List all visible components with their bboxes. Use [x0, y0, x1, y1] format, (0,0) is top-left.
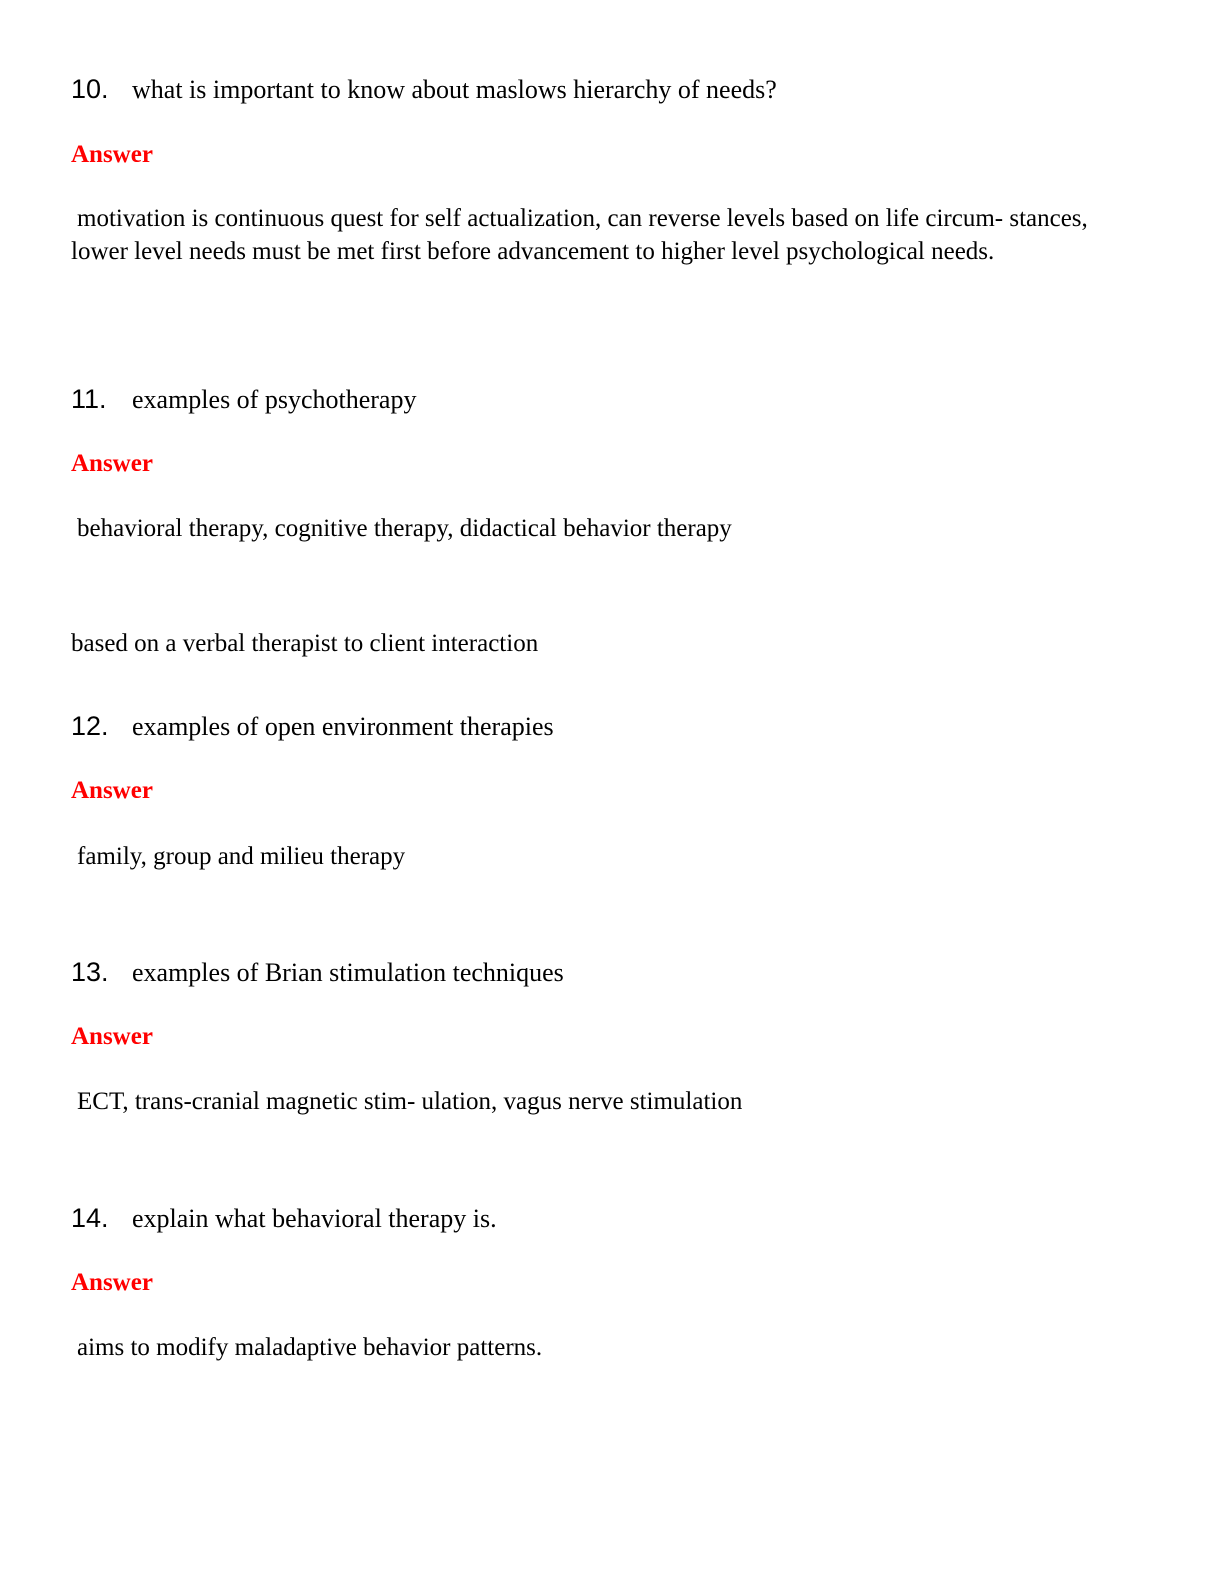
answer-body: family, group and milieu therapy	[77, 843, 406, 870]
question-text: examples of psychotherapy	[132, 385, 417, 414]
question-14	[71, 1203, 497, 1234]
question-text: examples of open environment therapies	[132, 712, 554, 741]
answer-text	[71, 840, 1131, 873]
question-12	[71, 711, 554, 742]
answer-body: behavioral therapy, cognitive therapy, didactical behavior therapy	[77, 515, 732, 542]
question-text: examples of Brian stimulation techniques	[132, 958, 564, 987]
question-11	[71, 384, 416, 415]
question-text: explain what behavioral therapy is.	[132, 1204, 497, 1233]
question-text: what is important to know about maslows hierarchy of needs?	[132, 75, 777, 104]
answer-text	[71, 1331, 1131, 1364]
question-13	[71, 957, 564, 988]
question-10	[71, 74, 777, 105]
question-number: 14.	[71, 1203, 109, 1233]
question-number: 10.	[71, 74, 109, 104]
answer-text	[71, 512, 1131, 545]
question-number: 12.	[71, 711, 109, 741]
answer-body: ECT, trans-cranial magnetic stim- ulation, vagus nerve stimulation	[77, 1088, 743, 1115]
answer-body: aims to modify maladaptive behavior patterns.	[77, 1334, 543, 1361]
answer-label: Answer	[71, 141, 153, 168]
answer-body: motivation is continuous quest for self actualization, can reverse levels based on life circum- stances, lower level needs must be met first before advancement to higher level psychological needs.	[71, 205, 1088, 265]
answer-note	[71, 627, 1131, 660]
answer-text	[71, 1085, 1131, 1118]
answer-label: Answer	[71, 450, 153, 477]
answer-label: Answer	[71, 1023, 153, 1050]
question-number: 11.	[71, 384, 107, 414]
answer-text	[71, 202, 1131, 268]
question-number: 13.	[71, 957, 109, 987]
answer-label: Answer	[71, 777, 153, 804]
answer-label: Answer	[71, 1269, 153, 1296]
answer-note-text: based on a verbal therapist to client interaction	[71, 630, 539, 657]
